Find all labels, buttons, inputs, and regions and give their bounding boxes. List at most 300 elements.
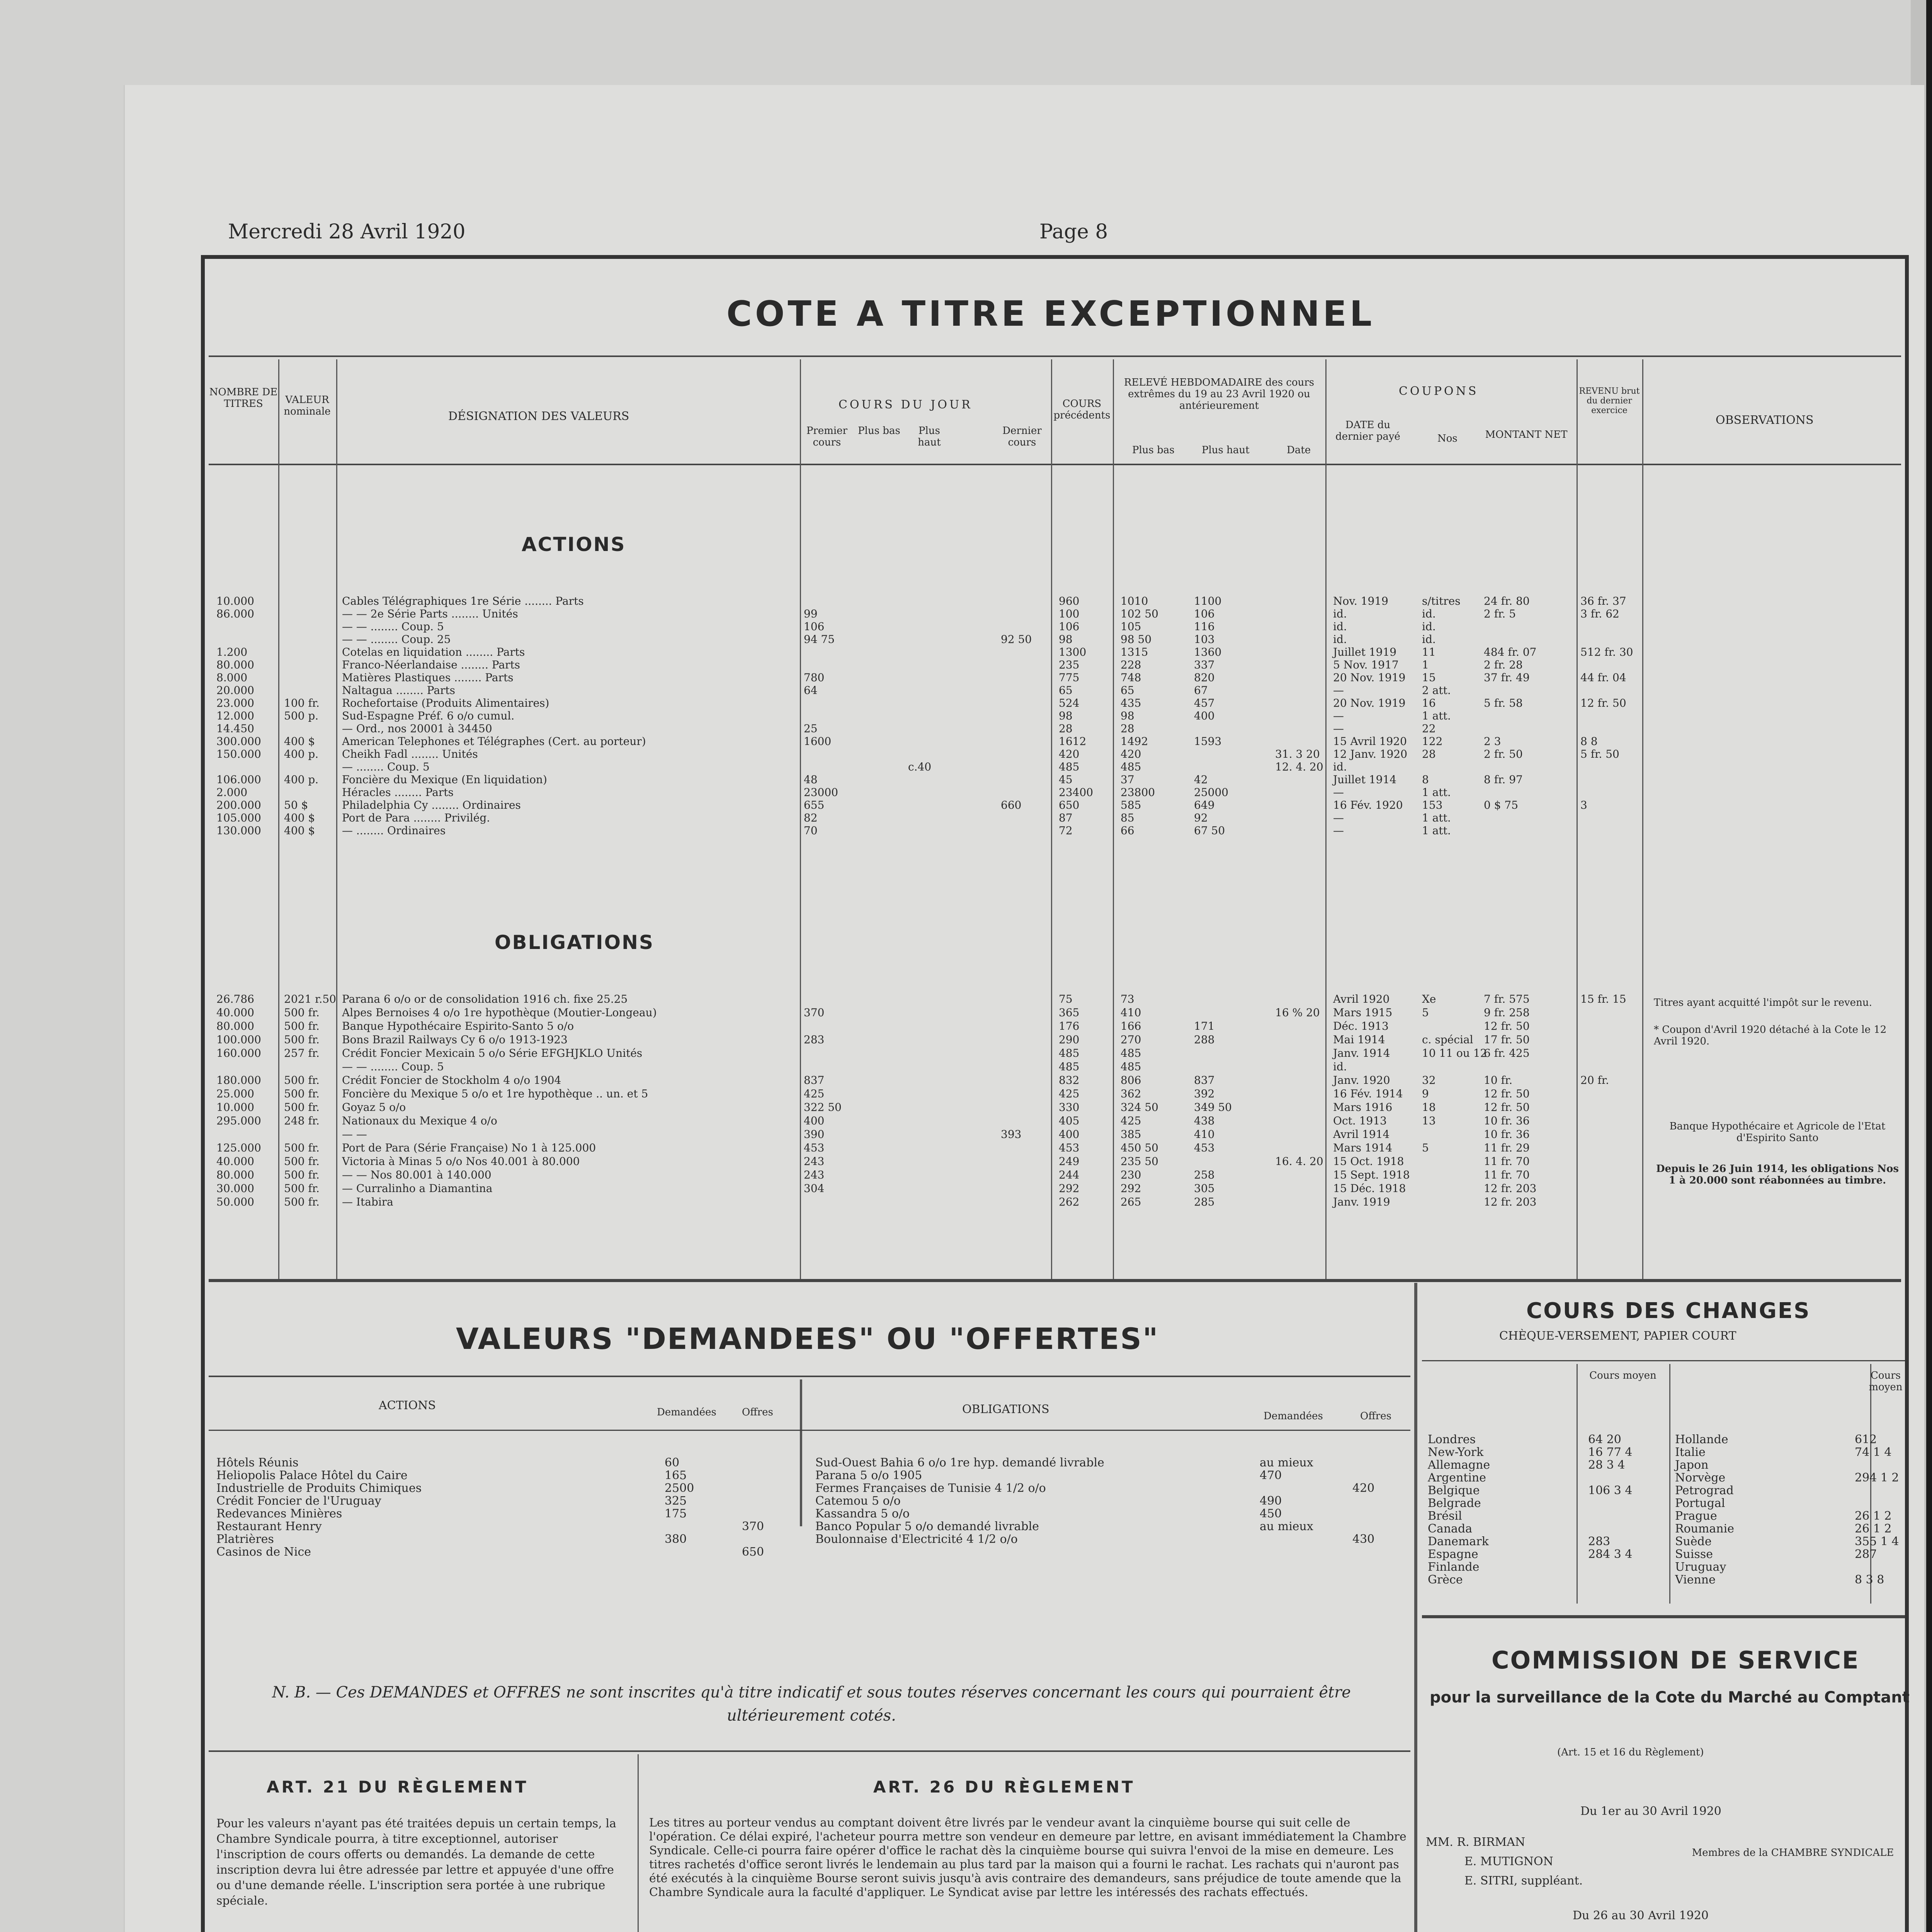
cell-actions-9: 106	[1194, 607, 1215, 620]
col-div	[1325, 359, 1327, 1279]
cell-obligations-8: 324 50	[1121, 1101, 1158, 1114]
cell-actions-2: Port de Para ........ Privilég.	[342, 812, 490, 824]
cell-actions-9: 820	[1194, 671, 1215, 684]
cell-obligations-7: 292	[1059, 1182, 1080, 1195]
cell-obligations-0: 40.000	[216, 1155, 254, 1168]
col-dernier: Dernier cours	[1002, 425, 1042, 448]
cell-actions-11: —	[1333, 684, 1344, 697]
cell-obligations-3: 243	[804, 1155, 825, 1168]
cell-actions-14: 44 fr. 04	[1580, 671, 1626, 684]
cell-actions-3: 82	[804, 811, 818, 824]
change-rate: 287	[1855, 1548, 1877, 1561]
col-rel-bas: Plus bas	[1132, 444, 1175, 456]
changes-div2	[1669, 1364, 1670, 1604]
cell-obligations-12: 5	[1422, 1006, 1429, 1019]
col-cours-jour: COURS DU JOUR	[838, 398, 973, 412]
changes-rule	[1422, 1360, 1905, 1361]
cell-obligations-8: 385	[1121, 1128, 1141, 1141]
cell-actions-11: —	[1333, 786, 1344, 799]
cell-actions-7: 1612	[1059, 735, 1087, 748]
col-rel-date: Date	[1287, 444, 1311, 456]
cell-obligations-13: 11 fr. 70	[1484, 1155, 1530, 1168]
cell-obligations-9: 453	[1194, 1141, 1215, 1154]
change-rate: 8 3 8	[1855, 1573, 1884, 1587]
cell-actions-12: 28	[1422, 748, 1436, 760]
cell-actions-7: 1300	[1059, 646, 1087, 658]
cell-obligations-2: Bons Brazil Railways Cy 6 o/o 1913-1923	[342, 1034, 568, 1046]
cell-actions-0: 14.450	[216, 722, 254, 735]
cell-actions-0: 8.000	[216, 671, 248, 684]
actions-heading: ACTIONS	[522, 533, 626, 556]
commission-rule	[1422, 1615, 1905, 1618]
commission-m2: E. MUTIGNON	[1464, 1855, 1553, 1868]
cell-actions-7: 235	[1059, 658, 1080, 671]
cell-actions-7: 106	[1059, 620, 1080, 633]
cell-obligations-12: Xe	[1422, 993, 1436, 1005]
cell-actions-9: 103	[1194, 633, 1215, 646]
cell-actions-12: 8	[1422, 773, 1429, 786]
val-oblig-name: Banco Popular 5 o/o demandé livrable	[815, 1520, 1039, 1533]
cell-obligations-7: 400	[1059, 1128, 1080, 1141]
cell-actions-2: Franco-Néerlandaise ........ Parts	[342, 659, 520, 671]
val-dem-head: Demandées	[657, 1406, 716, 1418]
cell-actions-13: 5 fr. 58	[1484, 697, 1523, 709]
commission-title: COMMISSION DE SERVICE	[1492, 1646, 1860, 1674]
cell-actions-1: 400 $	[284, 811, 315, 824]
change-country: Suède	[1675, 1535, 1712, 1548]
cell-actions-1: 400 p.	[284, 748, 319, 760]
change-country: Vienne	[1675, 1573, 1716, 1587]
val-action-name: Redevances Minières	[216, 1507, 342, 1520]
col-div	[1577, 359, 1578, 1279]
cell-obligations-2: — —	[342, 1128, 367, 1141]
cell-obligations-2: — Itabira	[342, 1196, 393, 1208]
commission-m1: MM. R. BIRMAN	[1426, 1835, 1526, 1849]
cell-obligations-11: 16 Fév. 1914	[1333, 1087, 1403, 1100]
cell-obligations-1: 500 fr.	[284, 1087, 320, 1100]
val-oblig-dem: 470	[1260, 1469, 1282, 1482]
art21-text: Pour les valeurs n'ayant pas été traitées depuis un certain temps, la Chambre Syndicale pourra, à titre exceptionnel, autoriser l'inscription de cours offerts ou demandés. La demande de cette inscription devra lui être adressée par lettre et appuyée d'une offre ou d'une demande réelle. L'inscription sera portée à une rubrique spéciale.	[216, 1817, 616, 1908]
cell-actions-8: 435	[1121, 697, 1141, 709]
commission-period1: Du 1er au 30 Avril 1920	[1580, 1804, 1721, 1818]
cell-obligations-8: 806	[1121, 1074, 1141, 1087]
cell-obligations-9: 349 50	[1194, 1101, 1232, 1114]
cell-actions-11: —	[1333, 709, 1344, 722]
change-rate: 28 3 4	[1588, 1458, 1625, 1472]
change-country: Suisse	[1675, 1548, 1713, 1561]
art-rule	[209, 1750, 1410, 1752]
cell-actions-3: 780	[804, 671, 825, 684]
header-page: Page 8	[1039, 220, 1108, 243]
header-date: Mercredi 28 Avril 1920	[228, 220, 466, 243]
cell-actions-7: 23400	[1059, 786, 1094, 799]
cell-obligations-1: 500 fr.	[284, 1033, 320, 1046]
col-valeur: VALEUR nominale	[284, 394, 331, 417]
cell-obligations-11: Avril 1920	[1333, 993, 1390, 1005]
change-country: Danemark	[1428, 1535, 1489, 1548]
cell-obligations-2: — — ........ Coup. 5	[342, 1061, 444, 1073]
val-action-dem: 2500	[665, 1481, 694, 1495]
cell-obligations-11: 15 Oct. 1918	[1333, 1155, 1404, 1168]
art21-title: ART. 21 DU RÈGLEMENT	[267, 1777, 529, 1796]
val-oblig-name: Catemou 5 o/o	[815, 1494, 901, 1508]
cell-obligations-13: 10 fr.	[1484, 1074, 1513, 1087]
cell-actions-12: 1 att.	[1422, 811, 1451, 824]
change-country: Brésil	[1428, 1509, 1462, 1523]
cell-actions-2: — Ord., nos 20001 à 34450	[342, 723, 492, 735]
col-div	[278, 359, 279, 1279]
cell-actions-8: 228	[1121, 658, 1141, 671]
cell-actions-12: 1 att.	[1422, 786, 1451, 799]
cell-actions-9: 116	[1194, 620, 1215, 633]
cell-actions-8: 420	[1121, 748, 1141, 760]
cell-obligations-9: 171	[1194, 1020, 1215, 1032]
cell-actions-7: 524	[1059, 697, 1080, 709]
cell-actions-0: 80.000	[216, 658, 254, 671]
cell-obligations-8: 485	[1121, 1060, 1141, 1073]
cell-actions-0: 12.000	[216, 709, 254, 722]
cell-actions-1: 500 p.	[284, 709, 319, 722]
change-country: Norvège	[1675, 1471, 1726, 1485]
cell-obligations-0: 25.000	[216, 1087, 254, 1100]
cell-obligations-3: 370	[804, 1006, 825, 1019]
val-action-dem: 60	[665, 1456, 680, 1469]
cell-obligations-8: 73	[1121, 993, 1134, 1005]
cell-obligations-1: 500 fr.	[284, 1074, 320, 1087]
cell-obligations-0: 40.000	[216, 1006, 254, 1019]
changes-cm2: Cours moyen	[1869, 1370, 1903, 1393]
cell-actions-12: 11	[1422, 646, 1436, 658]
cell-actions-0: 106.000	[216, 773, 261, 786]
cell-obligations-7: 249	[1059, 1155, 1080, 1168]
cell-actions-11: 5 Nov. 1917	[1333, 658, 1399, 671]
cell-actions-8: 105	[1121, 620, 1141, 633]
cell-obligations-3: 837	[804, 1074, 825, 1087]
cell-obligations-2: Victoria à Minas 5 o/o Nos 40.001 à 80.000	[342, 1155, 580, 1168]
cell-actions-13: 37 fr. 49	[1484, 671, 1530, 684]
cell-actions-2: Naltagua ........ Parts	[342, 684, 456, 697]
cell-actions-3: 64	[804, 684, 818, 697]
cell-obligations-13: 10 fr. 36	[1484, 1128, 1530, 1141]
cell-obligations-13: 17 fr. 50	[1484, 1033, 1530, 1046]
cell-actions-7: 100	[1059, 607, 1080, 620]
cell-actions-2: Cables Télégraphiques 1re Série ........ Parts	[342, 595, 584, 607]
cell-obligations-7: 485	[1059, 1060, 1080, 1073]
cell-actions-13: 2 3	[1484, 735, 1501, 748]
cell-obligations-2: Goyaz 5 o/o	[342, 1101, 406, 1114]
cell-actions-11: 20 Nov. 1919	[1333, 671, 1406, 684]
cell-actions-12: id.	[1422, 620, 1436, 633]
change-country: Finlande	[1428, 1560, 1480, 1574]
cell-obligations-1: 500 fr.	[284, 1168, 320, 1181]
cell-obligations-0: 26.786	[216, 993, 254, 1005]
cell-actions-9: 42	[1194, 773, 1208, 786]
cell-obligations-9: 410	[1194, 1128, 1215, 1141]
cell-obligations-3: 283	[804, 1033, 825, 1046]
cell-actions-13: 2 fr. 28	[1484, 658, 1523, 671]
change-country: Grèce	[1428, 1573, 1463, 1587]
val-off-head2: Offres	[1360, 1410, 1391, 1422]
val-action-name: Casinos de Nice	[216, 1545, 311, 1559]
cell-actions-8: 102 50	[1121, 607, 1158, 620]
col-plus-bas: Plus bas	[858, 425, 900, 437]
cell-obligations-2: Foncière du Mexique 5 o/o et 1re hypothèque .. un. et 5	[342, 1088, 648, 1100]
cell-actions-7: 28	[1059, 722, 1073, 735]
val-oblig-off: 420	[1352, 1481, 1375, 1495]
cell-actions-9: 67	[1194, 684, 1208, 697]
cell-obligations-7: 485	[1059, 1047, 1080, 1060]
cell-obligations-9: 288	[1194, 1033, 1215, 1046]
cell-obligations-1: 500 fr.	[284, 1155, 320, 1168]
valeurs-nb: N. B. — Ces DEMANDES et OFFRES ne sont inscrites qu'à titre indicatif et sous toutes réserves concernant les cours qui pourraient être ultérieurement cotés.	[272, 1684, 1351, 1725]
change-rate: 612	[1855, 1433, 1877, 1446]
cell-obligations-8: 362	[1121, 1087, 1141, 1100]
change-country: Italie	[1675, 1446, 1706, 1459]
cell-obligations-3: 390	[804, 1128, 825, 1141]
change-rate: 106 3 4	[1588, 1484, 1633, 1497]
cell-obligations-3: 304	[804, 1182, 825, 1195]
cell-actions-6: 92 50	[1001, 633, 1032, 646]
cell-obligations-3: 453	[804, 1141, 825, 1154]
cell-actions-7: 775	[1059, 671, 1080, 684]
cell-actions-13: 0 $ 75	[1484, 799, 1519, 811]
cell-obligations-11: Mars 1915	[1333, 1006, 1393, 1019]
cell-obligations-2: Crédit Foncier de Stockholm 4 o/o 1904	[342, 1074, 561, 1087]
cell-actions-2: — — ........ Coup. 25	[342, 633, 451, 646]
col-observations: OBSERVATIONS	[1716, 413, 1814, 427]
cell-obligations-13: 12 fr. 50	[1484, 1087, 1530, 1100]
cell-obligations-9: 392	[1194, 1087, 1215, 1100]
cell-obligations-0: 160.000	[216, 1047, 261, 1060]
cell-actions-13: 24 fr. 80	[1484, 595, 1530, 607]
cell-actions-0: 10.000	[216, 595, 254, 607]
cell-actions-7: 87	[1059, 811, 1073, 824]
cell-actions-12: id.	[1422, 607, 1436, 620]
cell-actions-11: id.	[1333, 620, 1347, 633]
cell-actions-14: 5 fr. 50	[1580, 748, 1619, 760]
change-rate: 283	[1588, 1535, 1611, 1548]
cote-rule-bottom	[209, 1279, 1901, 1282]
cell-actions-7: 485	[1059, 760, 1080, 773]
cell-actions-14: 36 fr. 37	[1580, 595, 1626, 607]
cell-actions-12: 122	[1422, 735, 1443, 748]
cell-actions-9: 1593	[1194, 735, 1222, 748]
cell-actions-12: id.	[1422, 633, 1436, 646]
cote-rule-head	[209, 464, 1901, 465]
val-oblig-name: Boulonnaise d'Electricité 4 1/2 o/o	[815, 1532, 1018, 1546]
cell-obligations-7: 176	[1059, 1020, 1080, 1032]
cell-obligations-12: 18	[1422, 1101, 1436, 1114]
val-oblig-head: OBLIGATIONS	[962, 1403, 1049, 1416]
art-divider	[638, 1754, 639, 1932]
cell-actions-11: id.	[1333, 633, 1347, 646]
cell-actions-6: 660	[1001, 799, 1022, 811]
cell-obligations-3: 400	[804, 1114, 825, 1127]
col-revenu: REVENU brut du dernier exercice	[1579, 386, 1640, 415]
cell-obligations-12: 10 11 ou 12	[1422, 1047, 1487, 1060]
change-rate: 16 77 4	[1588, 1446, 1633, 1459]
cell-obligations-7: 365	[1059, 1006, 1080, 1019]
col-div	[1642, 359, 1643, 1279]
cell-obligations-3: 322 50	[804, 1101, 842, 1114]
cell-actions-11: —	[1333, 722, 1344, 735]
cell-actions-2: Philadelphia Cy ........ Ordinaires	[342, 799, 521, 811]
cell-obligations-11: Déc. 1913	[1333, 1020, 1389, 1032]
cell-obligations-14: 20 fr.	[1580, 1074, 1609, 1087]
cell-obligations-7: 405	[1059, 1114, 1080, 1127]
change-rate: 64 20	[1588, 1433, 1621, 1446]
cell-obligations-8: 292	[1121, 1182, 1141, 1195]
cell-actions-9: 92	[1194, 811, 1208, 824]
cell-obligations-7: 832	[1059, 1074, 1080, 1087]
cell-actions-9: 649	[1194, 799, 1215, 811]
col-nombre: NOMBRE DE TITRES	[209, 386, 278, 410]
cell-obligations-12: c. spécial	[1422, 1033, 1473, 1046]
change-country: Petrograd	[1675, 1484, 1734, 1497]
cell-actions-0: 300.000	[216, 735, 261, 748]
cell-obligations-8: 166	[1121, 1020, 1141, 1032]
cell-actions-0: 150.000	[216, 748, 261, 760]
cell-actions-8: 1492	[1121, 735, 1148, 748]
cell-obligations-8: 230	[1121, 1168, 1141, 1181]
cell-obligations-14: 15 fr. 15	[1580, 993, 1626, 1005]
change-country: Uruguay	[1675, 1560, 1726, 1574]
cell-obligations-1: 248 fr.	[284, 1114, 320, 1127]
cell-actions-8: 28	[1121, 722, 1134, 735]
cell-obligations-11: id.	[1333, 1060, 1347, 1073]
cell-actions-2: — ........ Coup. 5	[342, 761, 430, 773]
cell-actions-8: 748	[1121, 671, 1141, 684]
val-oblig-off: 430	[1352, 1532, 1375, 1546]
col-div	[336, 359, 337, 1279]
val-oblig-name: Sud-Ouest Bahia 6 o/o 1re hyp. demandé livrable	[815, 1456, 1104, 1469]
cell-obligations-12: 9	[1422, 1087, 1429, 1100]
valeurs-head-rule	[209, 1430, 1410, 1431]
cell-actions-0: 1.200	[216, 646, 248, 658]
cell-actions-11: id.	[1333, 607, 1347, 620]
commission-art: (Art. 15 et 16 du Règlement)	[1557, 1747, 1704, 1758]
cell-obligations-13: 10 fr. 36	[1484, 1114, 1530, 1127]
cell-actions-12: 2 att.	[1422, 684, 1451, 697]
cell-actions-8: 37	[1121, 773, 1134, 786]
cell-obligations-11: 15 Sept. 1918	[1333, 1168, 1410, 1181]
cell-actions-12: s/titres	[1422, 595, 1461, 607]
change-country: Roumanie	[1675, 1522, 1734, 1536]
change-rate: 294 1 2	[1855, 1471, 1899, 1485]
cell-actions-7: 420	[1059, 748, 1080, 760]
cell-obligations-0: 80.000	[216, 1020, 254, 1032]
cell-actions-2: Cotelas en liquidation ........ Parts	[342, 646, 525, 658]
cell-actions-0: 23.000	[216, 697, 254, 709]
change-country: Belgique	[1428, 1484, 1480, 1497]
change-country: Canada	[1428, 1522, 1473, 1536]
cell-obligations-2: Port de Para (Série Française) No 1 à 125.000	[342, 1142, 596, 1154]
commission-role1: Membres de la CHAMBRE SYNDICALE	[1692, 1847, 1894, 1859]
cell-actions-11: 16 Fév. 1920	[1333, 799, 1403, 811]
valeurs-mid-divider	[800, 1379, 802, 1526]
cell-actions-2: Sud-Espagne Préf. 6 o/o cumul.	[342, 710, 515, 722]
cell-actions-8: 98 50	[1121, 633, 1152, 646]
cell-obligations-13: 12 fr. 50	[1484, 1101, 1530, 1114]
cell-actions-8: 485	[1121, 760, 1141, 773]
col-date-dernier: DATE du dernier payé	[1335, 419, 1400, 442]
obs-4: Depuis le 26 Juin 1914, les obligations Nos 1 à 20.000 sont réabonnées au timbre.	[1656, 1163, 1899, 1186]
cell-obligations-9: 285	[1194, 1196, 1215, 1208]
cell-obligations-13: 12 fr. 203	[1484, 1196, 1537, 1208]
vertical-divider	[1414, 1283, 1417, 1932]
cell-obligations-13: 11 fr. 29	[1484, 1141, 1530, 1154]
cell-actions-11: —	[1333, 811, 1344, 824]
cell-actions-3: 48	[804, 773, 818, 786]
cell-actions-2: Cheikh Fadl ........ Unités	[342, 748, 478, 760]
cell-actions-12: 1 att.	[1422, 824, 1451, 837]
col-designation: DÉSIGNATION DES VALEURS	[448, 410, 629, 423]
change-rate: 26 1 2	[1855, 1509, 1892, 1523]
changes-div1	[1577, 1364, 1578, 1604]
commission-subtitle: pour la surveillance de la Cote du Marché au Comptant	[1430, 1689, 1910, 1706]
col-montant: MONTANT NET	[1485, 429, 1568, 440]
commission-m3: E. SITRI, suppléant.	[1464, 1874, 1583, 1888]
cell-actions-7: 98	[1059, 709, 1073, 722]
cell-actions-3: 25	[804, 722, 818, 735]
valeurs-rule	[209, 1376, 1410, 1377]
cell-obligations-7: 453	[1059, 1141, 1080, 1154]
col-coupons: COUPONS	[1399, 384, 1479, 398]
cell-actions-12: 1 att.	[1422, 709, 1451, 722]
cell-actions-0: 86.000	[216, 607, 254, 620]
cell-obligations-2: Banque Hypothécaire Espirito-Santo 5 o/o	[342, 1020, 574, 1032]
cell-actions-13: 2 fr. 5	[1484, 607, 1516, 620]
cell-obligations-2: Alpes Bernoises 4 o/o 1re hypothèque (Moutier-Longeau)	[342, 1007, 657, 1019]
cell-obligations-13: 7 fr. 575	[1484, 993, 1530, 1005]
cell-obligations-13: 9 fr. 258	[1484, 1006, 1530, 1019]
cell-actions-12: 16	[1422, 697, 1436, 709]
cell-obligations-2: — Curralinho a Diamantina	[342, 1182, 493, 1195]
val-action-dem: 165	[665, 1469, 687, 1482]
cell-actions-9: 25000	[1194, 786, 1229, 799]
val-oblig-dem: au mieux	[1260, 1520, 1313, 1533]
cell-obligations-1: 500 fr.	[284, 1141, 320, 1154]
cell-actions-13: 2 fr. 50	[1484, 748, 1523, 760]
cell-obligations-1: 500 fr.	[284, 1101, 320, 1114]
val-action-name: Industrielle de Produits Chimiques	[216, 1481, 422, 1495]
cell-obligations-0: 10.000	[216, 1101, 254, 1114]
cell-actions-0: 105.000	[216, 811, 261, 824]
val-oblig-dem: 490	[1260, 1494, 1282, 1508]
val-action-name: Heliopolis Palace Hôtel du Caire	[216, 1469, 408, 1482]
cell-obligations-2: Nationaux du Mexique 4 o/o	[342, 1115, 497, 1127]
cell-actions-9: 457	[1194, 697, 1215, 709]
cell-actions-14: 12 fr. 50	[1580, 697, 1626, 709]
cell-obligations-8: 425	[1121, 1114, 1141, 1127]
cell-actions-2: — ........ Ordinaires	[342, 825, 446, 837]
cell-actions-12: 22	[1422, 722, 1436, 735]
cell-actions-7: 650	[1059, 799, 1080, 811]
cell-actions-12: 15	[1422, 671, 1436, 684]
col-div	[1113, 359, 1114, 1279]
cell-obligations-11: Janv. 1914	[1333, 1047, 1390, 1060]
obs-3: Banque Hypothécaire et Agricole de l'Etat d'Espirito Santo	[1669, 1121, 1886, 1144]
cell-obligations-7: 290	[1059, 1033, 1080, 1046]
cell-actions-9: 337	[1194, 658, 1215, 671]
cell-obligations-7: 75	[1059, 993, 1073, 1005]
cell-obligations-2: — — Nos 80.001 à 140.000	[342, 1169, 492, 1181]
cell-actions-13: 484 fr. 07	[1484, 646, 1537, 658]
art26-text: Les titres au porteur vendus au comptant doivent être livrés par le vendeur avant la cinquième bourse qui suit celle de l'opération. Ce délai expiré, l'acheteur pourra mettre son vendeur en demeure par lettre, en avisant immédiatement la Chambre Syndicale. Celle-ci pourra faire opérer d'office le rachat dès la cinquième bourse qui suivra l'envoi de la mise en demeure. Les titres rachetés d'office seront livrés le lendemain au plus tard par la maison qui a fourni le rachat. Les rachats qui n'auront pas été exécutés à la cinquième Bourse seront suivis jusqu'à avis contraire des demandeurs, sans préjudice de toute amende que la Chambre Syndicale aura la faculté d'appliquer. Le Syndicat avise par lettre les intéressés des rachats effectués.	[649, 1816, 1406, 1899]
cell-obligations-3: 425	[804, 1087, 825, 1100]
cell-actions-5: c.40	[908, 760, 932, 773]
cell-actions-8: 85	[1121, 811, 1134, 824]
